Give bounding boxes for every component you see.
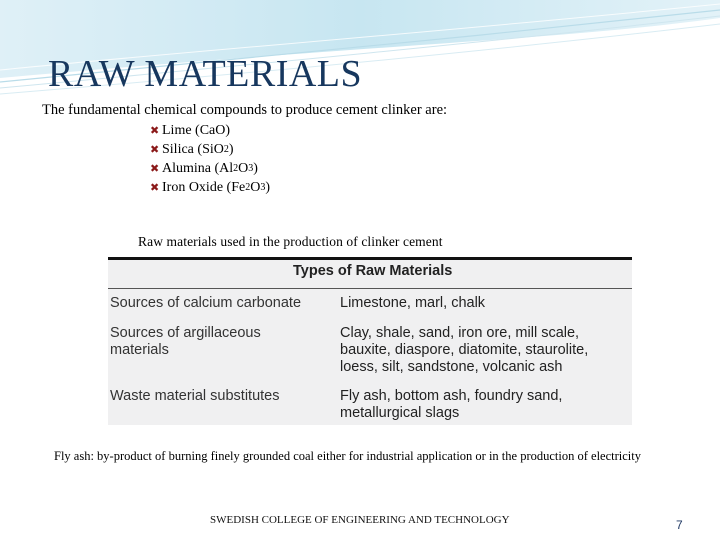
page-number: 7	[676, 518, 683, 532]
cross-bullet-icon: ✖	[150, 124, 160, 137]
slide-title: RAW MATERIALS	[48, 53, 363, 95]
formula-symbol: Al	[219, 161, 234, 176]
table-cell-materials: Limestone, marl, chalk	[340, 295, 486, 311]
fly-ash-note: Fly ash: by-product of burning finely grounded coal either for industrial application or in the production of electricity	[54, 449, 641, 463]
cross-bullet-icon: ✖	[150, 162, 160, 175]
table-top-rule	[108, 257, 632, 260]
formula-symbol: Fe	[231, 180, 246, 195]
table-header: Types of Raw Materials	[293, 263, 453, 279]
compound-name: Alumina	[162, 161, 211, 176]
formula-symbol: O	[215, 123, 226, 138]
compound-name: Silica	[162, 142, 194, 157]
formula-symbol: Ca	[199, 123, 216, 138]
raw-materials-table	[108, 257, 632, 425]
table-cell-category: Sources of calcium carbonate	[110, 295, 302, 311]
formula-symbol: O	[238, 161, 249, 176]
formula-symbol: O	[250, 180, 261, 195]
table-caption: Raw materials used in the production of clinker cement	[138, 234, 443, 249]
list-item: ✖ Lime ( Ca O )	[150, 123, 231, 138]
compound-list	[150, 121, 270, 197]
table-header-rule	[108, 288, 632, 289]
table-cell-category: Sources of argillaceous materials	[110, 325, 261, 358]
compound-name: Lime	[162, 123, 192, 138]
list-item: ✖ Silica ( Si O 2 )	[150, 142, 234, 157]
compound-name: Iron Oxide	[162, 180, 224, 195]
footer-text: SWEDISH COLLEGE OF ENGINEERING AND TECHNOLOGY	[210, 514, 510, 526]
table-cell-materials: Fly ash, bottom ash, foundry sand, metallurgical slags	[340, 388, 563, 421]
list-item: ✖ Alumina ( Al 2 O 3 )	[150, 161, 258, 176]
formula-symbol: Si	[202, 142, 214, 157]
intro-text: The fundamental chemical compounds to produce cement clinker are:	[42, 102, 448, 118]
table-cell-category: Waste material substitutes	[110, 388, 280, 404]
formula-symbol: O	[213, 142, 224, 157]
cross-bullet-icon: ✖	[150, 143, 160, 156]
cross-bullet-icon: ✖	[150, 181, 160, 194]
table-cell-materials: Clay, shale, sand, iron ore, mill scale, bauxite, diaspore, diatomite, staurolite, loess, silt, sandstone, volcanic ash	[340, 325, 589, 375]
list-item: ✖ Iron Oxide ( Fe 2 O 3 )	[150, 180, 271, 195]
